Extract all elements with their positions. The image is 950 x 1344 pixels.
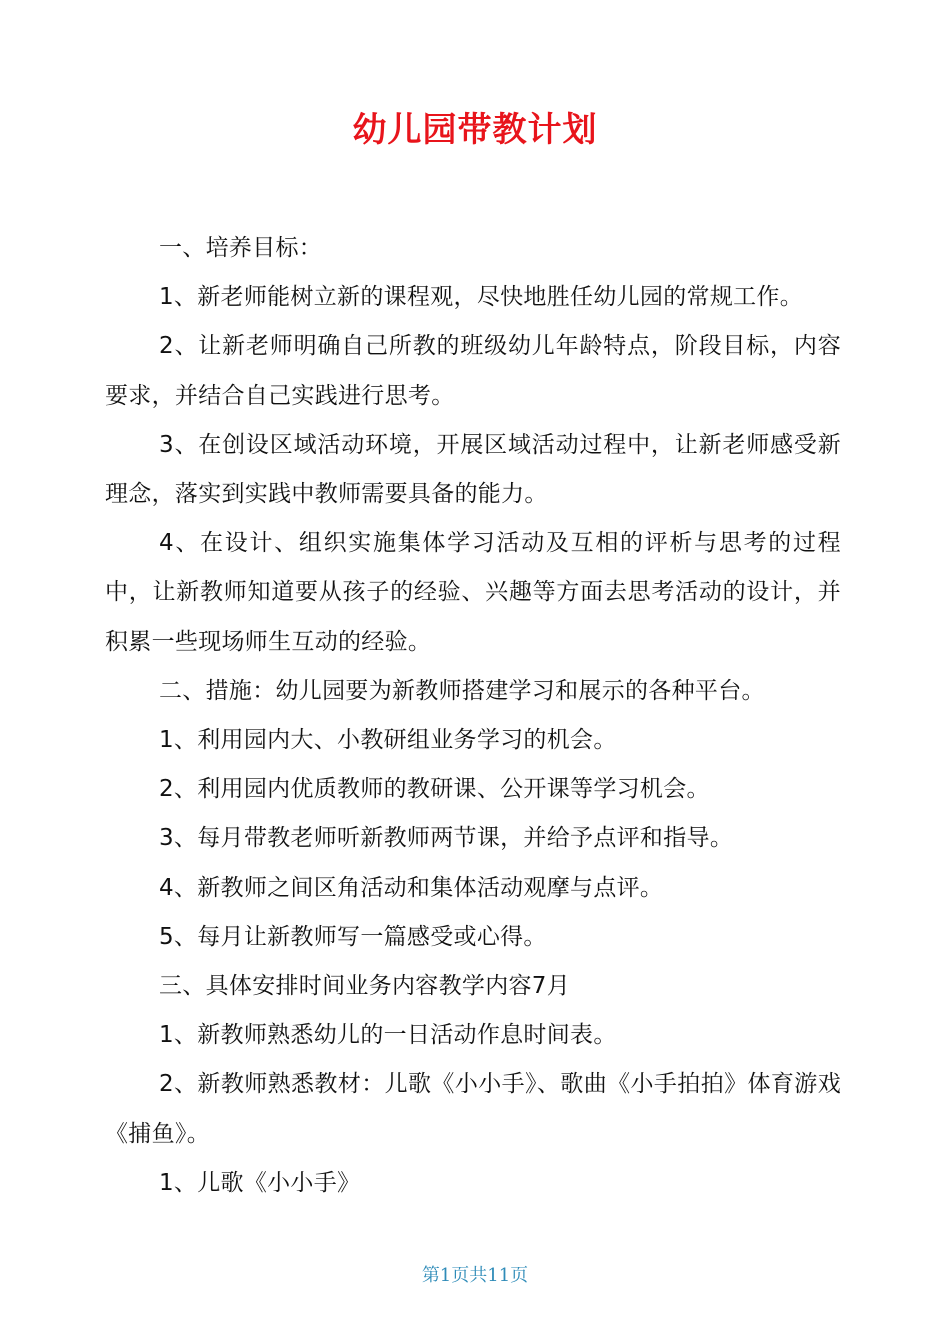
paragraph: 2、新教师熟悉教材：儿歌《小小手》、歌曲《小手拍拍》体育游戏《捕鱼》。: [105, 1071, 841, 1147]
paragraph: 1、利用园内大、小教研组业务学习的机会。: [159, 727, 617, 754]
document-title: 幼儿园带教计划: [352, 110, 598, 150]
paragraph: 4、新教师之间区角活动和集体活动观摩与点评。: [159, 874, 664, 901]
page-number-footer: 第1页共11页: [421, 1265, 529, 1286]
paragraph: 1、新老师能树立新的课程观，尽快地胜任幼儿园的常规工作。: [159, 284, 804, 311]
paragraph: 4、在设计、组织实施集体学习活动及互相的评析与思考的过程中，让新教师知道要从孩子的经验、兴趣等方面去思考活动的设计，并积累一些现场师生互动的经验。: [105, 530, 841, 655]
document-body: [105, 224, 841, 1208]
section-heading-schedule: 三、具体安排时间业务内容教学内容7月: [159, 973, 571, 1000]
paragraph: 1、新教师熟悉幼儿的一日活动作息时间表。: [159, 1022, 617, 1049]
section-heading-measures: 二、措施：幼儿园要为新教师搭建学习和展示的各种平台。: [159, 677, 765, 704]
paragraph: 3、在创设区域活动环境，开展区域活动过程中，让新老师感受新理念，落实到实践中教师需要具备的能力。: [105, 431, 841, 508]
paragraph: 3、每月带教老师听新教师两节课，并给予点评和指导。: [159, 825, 734, 852]
paragraph: 2、利用园内优质教师的教研课、公开课等学习机会。: [159, 776, 710, 803]
paragraph: 2、让新老师明确自己所教的班级幼儿年龄特点，阶段目标，内容要求，并结合自己实践进行思考。: [105, 333, 841, 409]
paragraph: 1、儿歌《小小手》: [159, 1169, 361, 1196]
section-heading-goals: 一、培养目标：: [159, 235, 323, 261]
paragraph: 5、每月让新教师写一篇感受或心得。: [159, 923, 547, 950]
